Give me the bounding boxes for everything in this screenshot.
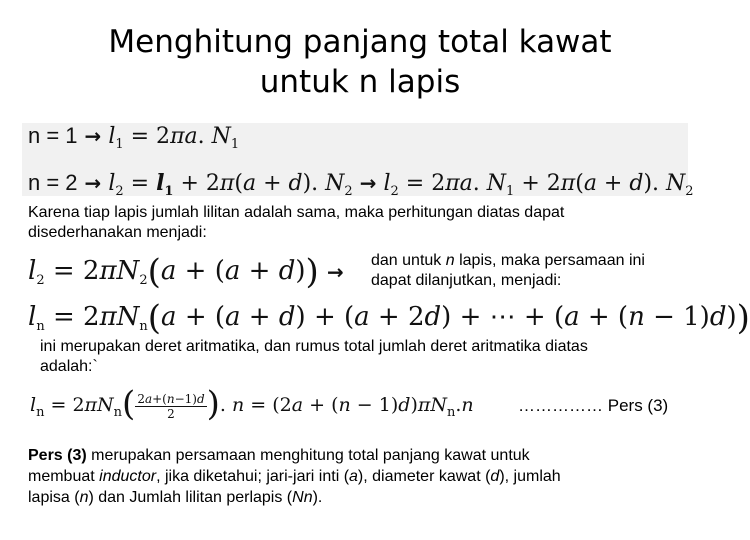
- paragraph-simplify-line-2: disederhanakan menjadi:: [28, 224, 207, 241]
- paragraph-simplify-line-1: Karena tiap lapis jumlah lilitan adalah sama, maka perhitungan diatas dapat: [28, 204, 565, 221]
- fraction: $\frac{2a+(n-1)d}{2}$: [137, 391, 205, 421]
- paragraph-conclusion: [28, 445, 561, 508]
- paragraph-arithmetic-line-1: ini merupakan deret aritmatika, dan rumus total jumlah deret aritmatika diatas: [40, 338, 588, 355]
- arrow-right-icon: →: [84, 171, 102, 195]
- paragraph-simplify: [28, 203, 564, 243]
- paragraph-n-layers: [371, 251, 645, 291]
- paragraph-n-layers-line-2: dapat dilanjutkan, menjadi:: [371, 272, 562, 289]
- title-line-2: untuk n lapis: [259, 64, 461, 100]
- pers-3-label: …………… Pers (3): [518, 396, 669, 415]
- paragraph-n-layers-line-1: dan untuk n lapis, maka persamaan ini: [371, 252, 645, 269]
- title-line-1: Menghitung panjang total kawat: [108, 24, 612, 60]
- slide-title: [0, 22, 720, 102]
- conclusion-line-2: membuat inductor, jika diketahui; jari-jari inti (a), diameter kawat (d), jumlah: [28, 468, 561, 485]
- conclusion-line-1: Pers (3) merupakan persamaan menghitung total panjang kawat untuk: [28, 447, 530, 464]
- eq1-prefix: n = 1: [28, 123, 78, 148]
- equation-ln-series: $l_n = 2\pi N_n(a + (a + d) + (a + 2d)$ + ⋯ + (a + (n − 1)d)): [28, 298, 750, 338]
- arrow-right-icon: →: [84, 124, 102, 148]
- equation-n2: $n = 2 \to l_2 = l_1 + 2\pi(a + d)$. $N_2 \to l_2 = 2\pi a$. $N_1 + 2\pi(a + d)$. $N_2$: [28, 170, 694, 199]
- equation-pers-3: $l_n = 2\pi N_n$( $\frac{2a+(n-1)d}{2}$ ). $n = (2a + (n - 1)d)\pi N_n.n$: [30, 384, 474, 424]
- paragraph-arithmetic-line-2: adalah:`: [40, 358, 98, 375]
- equation-n1: $n = 1 \to l_1 = 2\pi a$. $N_1$: [28, 123, 240, 152]
- equation-l2-simplified: $l_2 = 2\pi N_2(a + (a + d))$ →: [28, 252, 344, 292]
- conclusion-line-3: lapisa (n) dan Jumlah lilitan perlapis (Nn).: [28, 489, 323, 506]
- arrow-right-icon: →: [359, 171, 377, 195]
- eq2-prefix: n = 2: [28, 170, 78, 195]
- arrow-right-icon: →: [327, 260, 344, 284]
- paragraph-arithmetic-series: [40, 337, 588, 377]
